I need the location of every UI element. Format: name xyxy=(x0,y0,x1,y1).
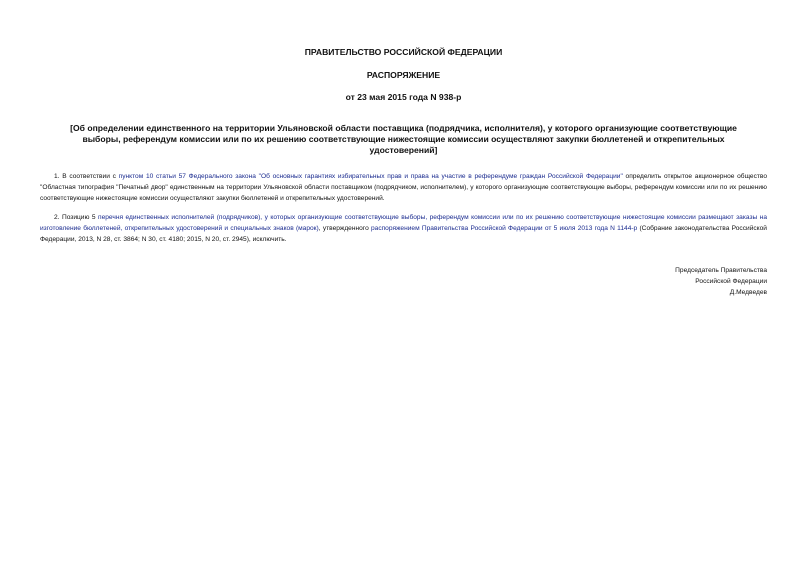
paragraph-1-text-before: В соответствии с xyxy=(59,173,119,180)
paragraph-2-text-middle: , утвержденного xyxy=(318,225,371,232)
government-heading: ПРАВИТЕЛЬСТВО РОССИЙСКОЙ ФЕДЕРАЦИИ xyxy=(304,47,503,57)
signature-country-line: Российской Федерации xyxy=(695,278,767,285)
paragraph-2-text-after: (Собрание законодательства Российской Федерации, 2013, N 28, ст. 3864; N 30, ст. 4180; 2015, N 20, ст. 2945), исключить. xyxy=(40,225,767,243)
executors-list-link[interactable]: перечня единственных исполнителей (подрядчиков), у которых организующие соответствующие выборы, референдум комиссии или по их решению соответствующие нижестоящие комиссии размещают заказы на изготовление бюллетеней, открепительных удостоверений и специальных знаков (марок) xyxy=(40,214,767,232)
federal-law-link[interactable]: пунктом 10 статьи 57 Федерального закона "Об основных гарантиях избирательных прав и права на участие в референдуме граждан Российской Федерации" xyxy=(118,173,623,180)
paragraph-2-number: 2. xyxy=(54,214,60,221)
signature-name: Д.Медведев xyxy=(729,289,767,296)
government-order-link[interactable]: распоряжением Правительства Российской Федерации от 5 июля 2013 года N 1144-р xyxy=(370,225,638,232)
document-type-heading: РАСПОРЯЖЕНИЕ xyxy=(366,70,441,80)
paragraph-2 xyxy=(40,212,767,245)
paragraph-1-text-after: определить открытое акционерное общество "Областная типография "Печатный двор" единственным на территории Ульяновской области поставщиком (подрядчиком, исполнителем), у которого организующие соответствующие выборы, референдум комиссии или по их решению соответствующие нижестоящие комиссии осуществляют закупки бюллетеней и открепительных удостоверений. xyxy=(40,173,767,202)
paragraph-1-number: 1. xyxy=(54,173,60,180)
document-date-number: от 23 мая 2015 года N 938-р xyxy=(345,92,462,102)
signature-position-line: Председатель Правительства xyxy=(675,267,767,274)
paragraph-2-text-before: Позицию 5 xyxy=(59,214,99,221)
paragraph-1 xyxy=(40,171,767,204)
document-title: [Об определении единственного на территории Ульяновской области поставщика (подрядчика, исполнителя), у которого организующие соответствующие выборы, референдум комиссии или по их решению соответствующие нижестоящие комиссии осуществляют закупки бюллетеней и открепительных удостоверений] xyxy=(70,123,737,156)
